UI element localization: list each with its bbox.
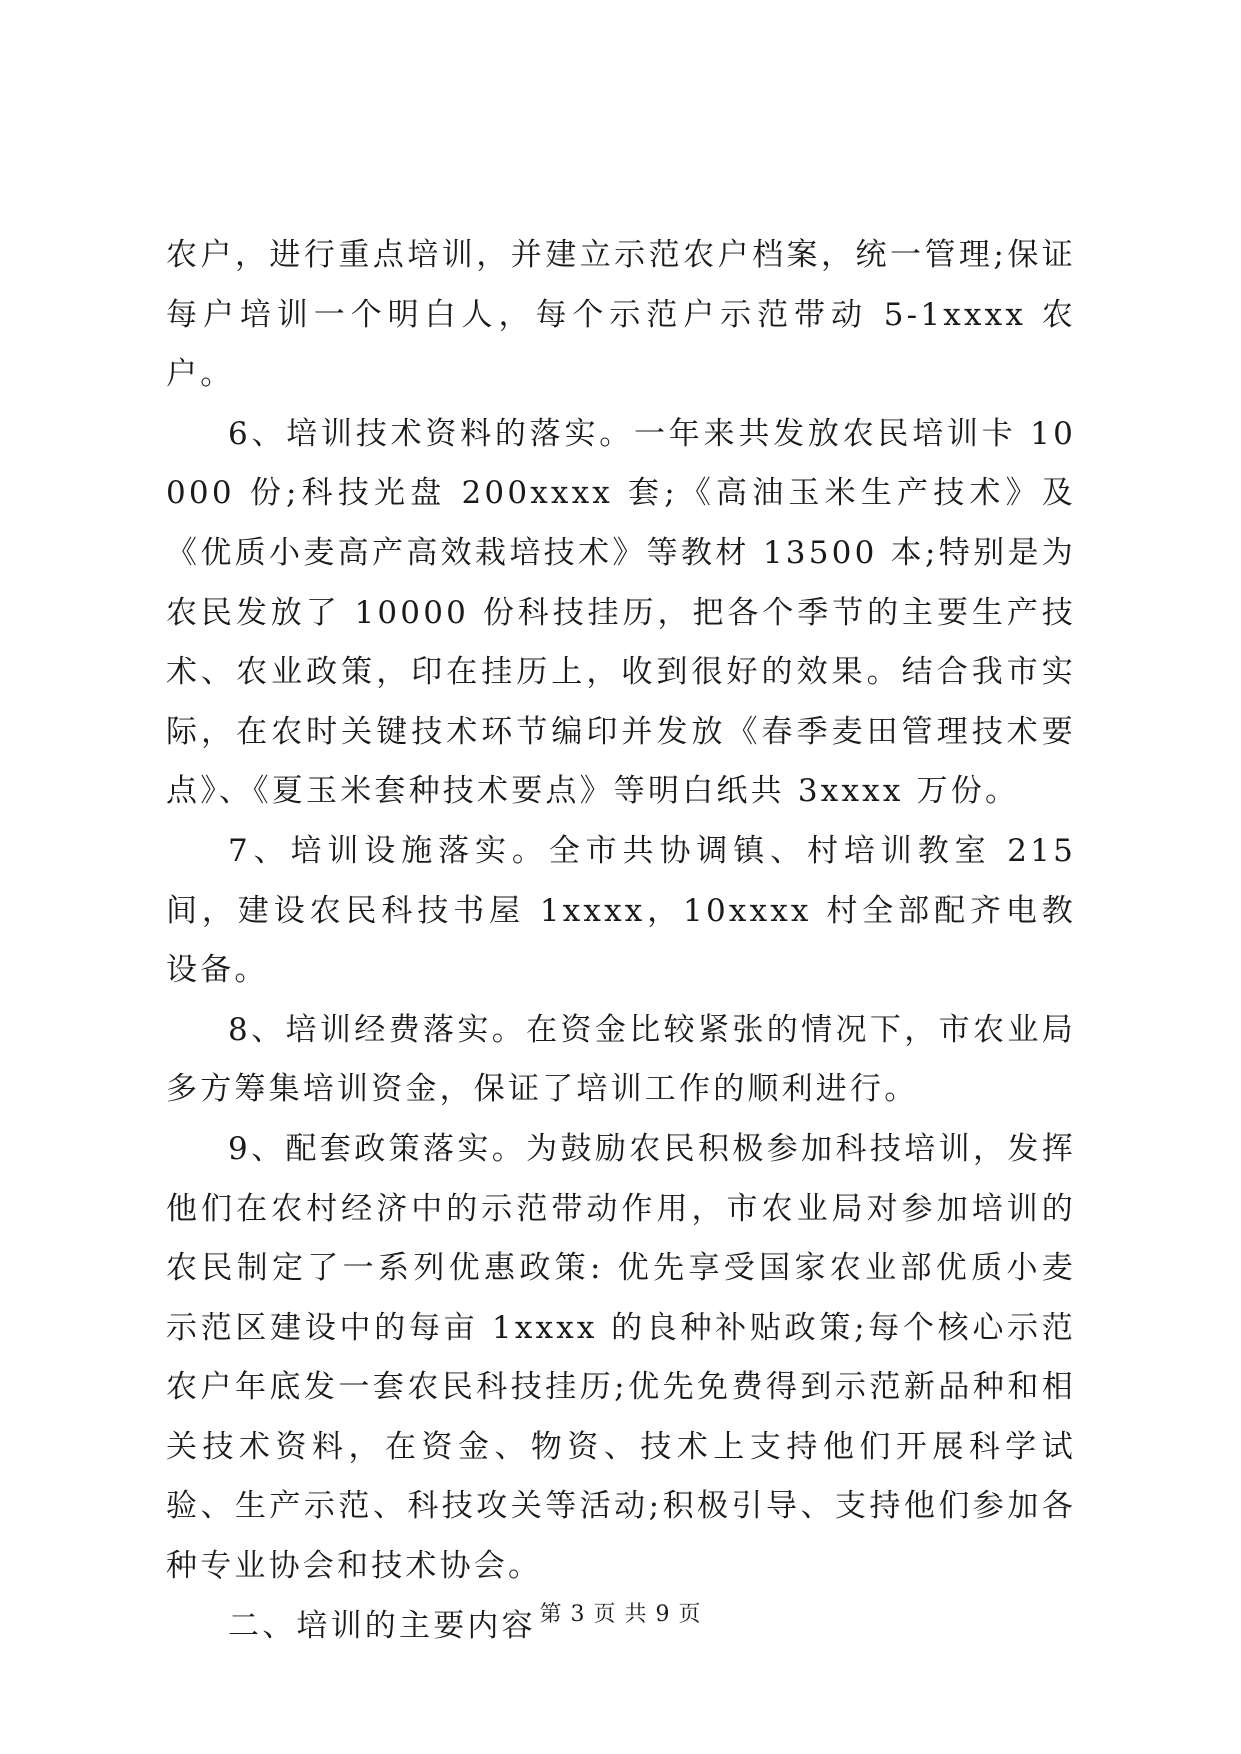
paragraph-item-8: 8、培训经费落实。在资金比较紧张的情况下，市农业局多方筹集培训资金，保证了培训工作的顺利进行。 (166, 1011, 1076, 1108)
paragraph-item-7: 7、培训设施落实。全市共协调镇、村培训教室 215 间，建设农民科技书屋 1xxxx，10xxxx 村全部配齐电教设备。 (166, 832, 1076, 989)
paragraph-continuation: 农户，进行重点培训，并建立示范农户档案，统一管理;保证每户培训一个明白人，每个示范户示范带动 5-1xxxx 农户。 (166, 237, 1076, 393)
paragraph-item-9: 9、配套政策落实。为鼓励农民积极参加科技培训，发挥他们在农村经济中的示范带动作用，市农业局对参加培训的农民制定了一系列优惠政策: 优先享受国家农业部优质小麦示范区建设中的每亩 1xxxx 的良种补贴政策;每个核心示范农户年底发一套农民科技挂历;优先免费得到示范新品种和相关技术资料，在资金、物资、技术上支持他们开展科学试验、生产示范、科技攻关等活动;积极引导、支持他们参加各种专业协会和技术协会。 (166, 1130, 1076, 1585)
page-number-footer: 第 3 页 共 9 页 (539, 1602, 702, 1627)
section-heading: 二、培训的主要内容 (228, 1607, 536, 1644)
paragraph-item-6: 6、培训技术资料的落实。一年来共发放农民培训卡 10000 份;科技光盘 200xxxx 套;《高油玉米生产技术》及《优质小麦高产高效栽培技术》等教材 13500 本;特别是为农民发放了 10000 份科技挂历，把各个季节的主要生产技术、农业政策，印在挂历上，收到很好的效果。结合我市实际，在农时关键技术环节编印并发放《春季麦田管理技术要点》、《夏玉米套种技术要点》等明白纸共 3xxxx 万份。 (166, 415, 1076, 810)
document-body (166, 226, 1076, 1656)
